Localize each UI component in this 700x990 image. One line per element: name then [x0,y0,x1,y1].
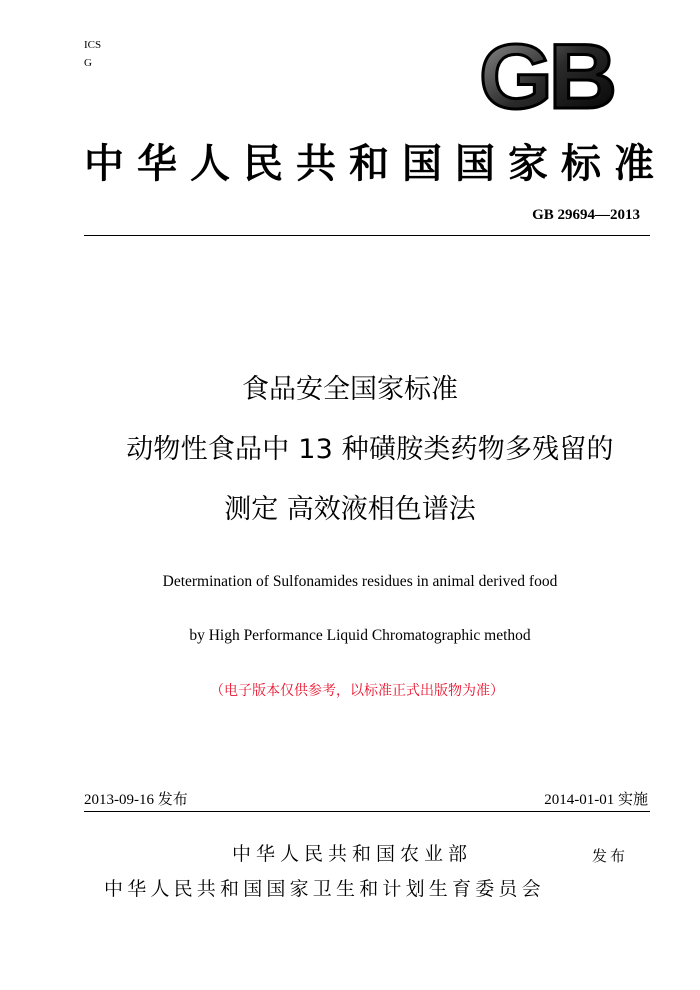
issue-date: 2013-09-16 发布 [84,792,188,808]
title-line-3: 测定 高效液相色谱法 [224,494,476,525]
ics-label: ICS [84,39,102,51]
issuer-health-commission: 中华人民共和国国家卫生和计划生育委员会 [104,878,545,900]
issuer-ministry-of-agriculture: 中华人民共和国农业部 [232,843,473,865]
bottom-divider [84,811,650,812]
gb-logo [476,38,616,116]
publish-label: 发布 [592,847,629,865]
top-divider [84,235,650,236]
category-code: G [84,57,92,69]
national-standard-title: 中华人民共和国国家标准 [84,141,667,187]
effective-date: 2014-01-01 实施 [544,792,648,808]
ics-block [84,36,101,72]
title-line-1: 食品安全国家标准 [242,374,458,405]
title-line-2: 动物性食品中 13 种磺胺类药物多残留的 [126,434,614,465]
english-title-line-2: by High Performance Liquid Chromatographic method [189,627,531,644]
reference-notice: （电子版本仅供参考，以标准正式出版物为准） [210,683,504,699]
logo-text: GB [479,38,614,116]
standard-number: GB 29694—2013 [532,207,640,223]
english-title-line-1: Determination of Sulfonamides residues in animal derived food [162,573,558,590]
